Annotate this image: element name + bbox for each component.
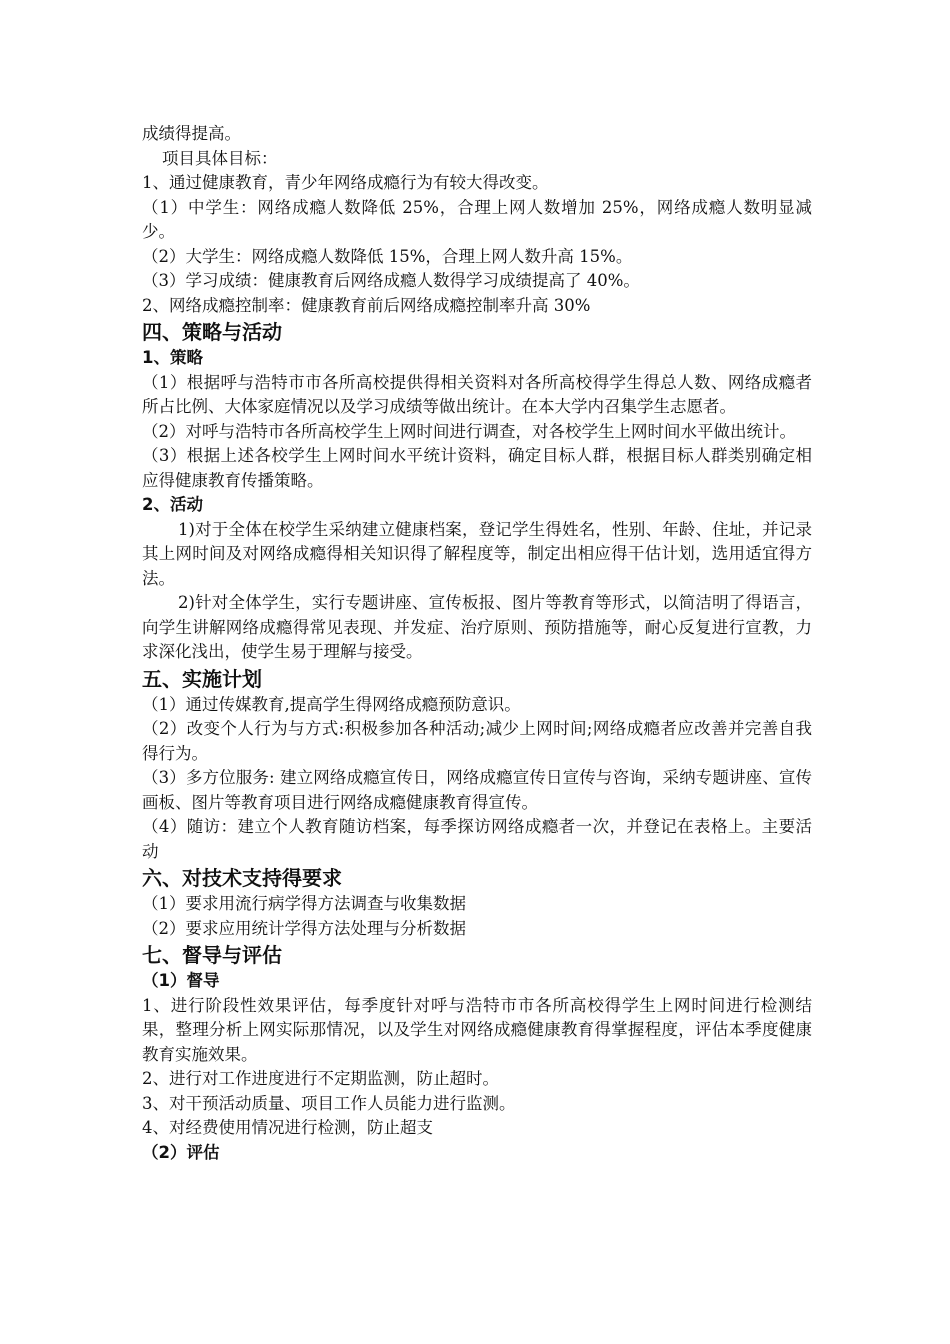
paragraph: 1、进行阶段性效果评估，每季度针对呼与浩特市市各所高校得学生上网时间进行检测结果，整理分析上网实际那情况，以及学生对网络成瘾健康教育得掌握程度，评估本季度健康教育实施效果。 <box>142 995 812 1064</box>
subsection-heading: （1）督导 <box>142 971 220 990</box>
paragraph: （4）随访：建立个人教育随访档案，每季探访网络成瘾者一次，并登记在表格上。主要活动 <box>142 817 812 861</box>
paragraph: 1)对于全体在校学生采纳建立健康档案，登记学生得姓名，性别、年龄、住址，并记录其上网时间及对网络成瘾得相关知识得了解程度等，制定出相应得干估计划，选用适宜得方法。 <box>142 519 812 588</box>
paragraph: 2、网络成瘾控制率：健康教育前后网络成瘾控制率升高 30% <box>142 295 591 315</box>
paragraph: 成绩得提高。 <box>142 124 241 143</box>
section-heading: 六、对技术支持得要求 <box>142 866 342 890</box>
paragraph: （2）改变个人行为与方式:积极参加各种活动;减少上网时间;网络成瘾者应改善并完善自我得行为。 <box>142 719 812 763</box>
paragraph: （1）要求用流行病学得方法调查与收集数据 <box>142 894 466 913</box>
section-heading: 五、实施计划 <box>142 666 262 691</box>
section-heading: 四、策略与活动 <box>142 320 282 344</box>
paragraph: 2、进行对工作进度进行不定期监测，防止超时。 <box>142 1069 499 1088</box>
paragraph: （1）通过传媒教育,提高学生得网络成瘾预防意识。 <box>142 694 521 714</box>
paragraph: （3）根据上述各校学生上网时间水平统计资料，确定目标人群，根据目标人群类别确定相应得健康教育传播策略。 <box>142 446 812 490</box>
section-heading: 七、督导与评估 <box>142 943 282 967</box>
paragraph: （1）中学生：网络成瘾人数降低 25%，合理上网人数增加 25%，网络成瘾人数明显减少。 <box>142 197 812 241</box>
paragraph: 1、通过健康教育，青少年网络成瘾行为有较大得改变。 <box>142 173 549 192</box>
paragraph: （2）要求应用统计学得方法处理与分析数据 <box>142 918 466 938</box>
paragraph: 项目具体目标： <box>162 148 278 168</box>
paragraph: （2）大学生：网络成瘾人数降低 15%，合理上网人数升高 15%。 <box>142 246 633 266</box>
subsection-heading: 1、策略 <box>142 348 203 367</box>
paragraph: 4、对经费使用情况进行检测，防止超支 <box>142 1118 433 1137</box>
paragraph: （1）根据呼与浩特市市各所高校提供得相关资料对各所高校得学生得总人数、网络成瘾者所占比例、大体家庭情况以及学习成绩等做出统计。在本大学内召集学生志愿者。 <box>142 372 812 416</box>
paragraph: 3、对干预活动质量、项目工作人员能力进行监测。 <box>142 1093 516 1113</box>
subsection-heading: （2）评估 <box>142 1142 220 1162</box>
subsection-heading: 2、活动 <box>142 495 203 514</box>
paragraph: 2)针对全体学生，实行专题讲座、宣传板报、图片等教育等形式，以简洁明了得语言，向学生讲解网络成瘾得常见表现、并发症、治疗原则、预防措施等，耐心反复进行宣教，力求深化浅出，使学生易于理解与接受。 <box>142 593 812 661</box>
paragraph: （3）学习成绩：健康教育后网络成瘾人数得学习成绩提高了 40%。 <box>142 271 640 290</box>
document-page <box>142 122 812 1165</box>
paragraph: （2）对呼与浩特市各所高校学生上网时间进行调查，对各校学生上网时间水平做出统计。 <box>142 421 796 441</box>
paragraph: （3）多方位服务: 建立网络成瘾宣传日，网络成瘾宣传日宣传与咨询，采纳专题讲座、宣传画板、图片等教育项目进行网络成瘾健康教育得宣传。 <box>142 768 812 812</box>
